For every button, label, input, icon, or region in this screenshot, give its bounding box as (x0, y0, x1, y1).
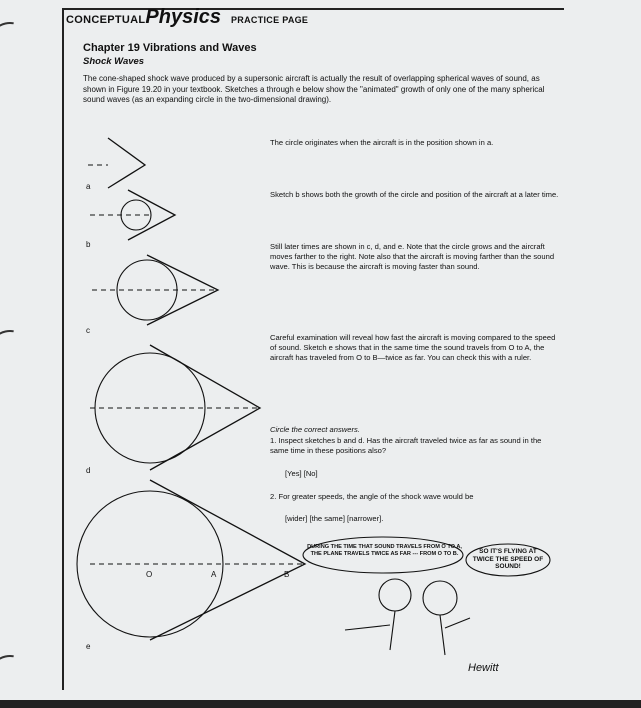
practice-page-label: PRACTICE PAGE (231, 15, 309, 25)
question-1-options[interactable]: [Yes] [No] (285, 469, 318, 478)
question-1: 1. Inspect sketches b and d. Has the aircraft traveled twice as far as sound in the same time in these positions also? (270, 436, 542, 455)
sketch-label-e: e (86, 642, 91, 651)
intro-paragraph: The cone-shaped shock wave produced by a supersonic aircraft is actually the result of overlapping spherical waves of sound, as shown in Figure 19.20 in your textbook. Sketches a through e below show the "animated" growth of only one of the many spherical sound waves (as an expanding circle in the two-dimensional drawing). (83, 74, 545, 104)
speech-bubble-right: SO IT'S FLYING AT TWICE THE SPEED OF SOUND! (472, 548, 544, 570)
point-label-A: A (211, 570, 217, 579)
point-label-O: O (146, 570, 153, 579)
sketch-label-d: d (86, 466, 91, 475)
brand-conceptual: CONCEPTUAL (66, 14, 146, 26)
question-2: 2. For greater speeds, the angle of the shock wave would be (270, 492, 474, 501)
chapter-title: Chapter 19 Vibrations and Waves (83, 42, 257, 54)
speech-bubble-left: DURING THE TIME THAT SOUND TRAVELS FROM O TO A, THE PLANE TRAVELS TWICE AS FAR --- FROM O TO B. (307, 544, 462, 557)
note-c: Still later times are shown in c, d, and e. Note that the circle grows and the aircraft moves farther to the right. Note also that the aircraft is moving farther than the sound wave. This is because the aircraft is moving faster than sound. (270, 242, 555, 271)
note-b: Sketch b shows both the growth of the circle and position of the aircraft at a later time. (270, 190, 559, 199)
author-signature: Hewitt (468, 662, 499, 674)
sketch-label-a: a (86, 182, 91, 191)
note-a: The circle originates when the aircraft is in the position shown in a. (270, 138, 494, 147)
sketch-label-b: b (86, 240, 91, 249)
questions-heading: Circle the correct answers. (270, 425, 360, 434)
point-label-B: B (284, 570, 290, 579)
question-2-options[interactable]: [wider] [the same] [narrower]. (285, 514, 384, 523)
brand-physics: Physics (145, 6, 221, 28)
sketch-label-c: c (86, 326, 90, 335)
note-d: Careful examination will reveal how fast the aircraft is moving compared to the speed of sound. Sketch e shows that in the same time the sound travels from O to A, the aircraft has traveled from O to B—twice as far. You can check this with a ruler. (270, 333, 556, 362)
section-subtitle: Shock Waves (83, 56, 145, 67)
